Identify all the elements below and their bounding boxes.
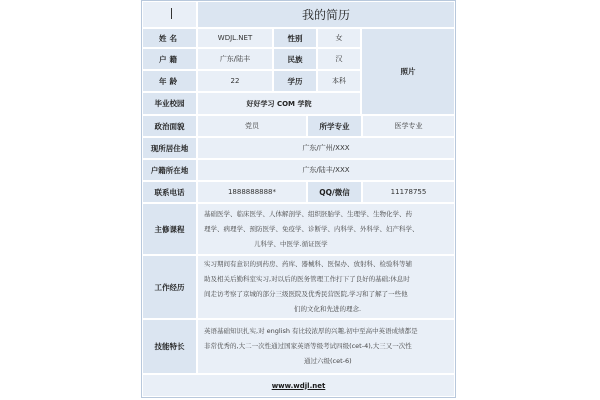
ethnicity-label: 民族 bbox=[273, 48, 317, 70]
qq-value: 11178755 bbox=[362, 181, 455, 203]
residence-label: 现所居住地 bbox=[142, 137, 197, 159]
experience-text bbox=[197, 255, 455, 319]
courses-label: 主修课程 bbox=[142, 203, 197, 255]
age-label: 年龄 bbox=[142, 70, 197, 92]
name-label: 姓名 bbox=[142, 28, 197, 48]
title-left-cell[interactable] bbox=[142, 1, 197, 28]
skills-text bbox=[197, 319, 455, 374]
footer-link[interactable]: www.wdjl.net bbox=[142, 374, 455, 397]
school-label: 毕业校园 bbox=[142, 92, 197, 115]
school-value: 好好学习 COM 学院 bbox=[197, 92, 361, 115]
experience-label: 工作经历 bbox=[142, 255, 197, 319]
residence-value: 广东/广州/XXX bbox=[197, 137, 455, 159]
politics-value: 党员 bbox=[197, 115, 307, 137]
skills-line: 通过六级(cet-6) bbox=[304, 357, 352, 365]
courses-line: 基础医学、临床医学、人体解剖学、组织胚胎学、生理学、生物化学、药 bbox=[204, 209, 412, 218]
experience-line: 间走访考察了京城的部分三级医院及优秀民营医院,学习和了解了一些他 bbox=[204, 290, 408, 298]
age-value: 22 bbox=[197, 70, 273, 92]
education-label: 学历 bbox=[273, 70, 317, 92]
major-label: 所学专业 bbox=[307, 115, 362, 137]
gender-value: 女 bbox=[317, 28, 361, 48]
courses-text bbox=[197, 203, 455, 255]
hukou-value: 广东/陆丰 bbox=[197, 48, 273, 70]
major-value: 医学专业 bbox=[362, 115, 455, 137]
courses-line: 儿科学、中医学.循证医学 bbox=[254, 239, 328, 248]
name-value: WDJL.NET bbox=[197, 28, 273, 48]
skills-label: 技能特长 bbox=[142, 319, 197, 374]
skills-line: 非常优秀的,大二一次性通过国家英语等级考试四级(cet-4),大三又一次性 bbox=[204, 342, 412, 350]
skills-line: 英语基础知识扎实,对 english 有比较浓厚的兴趣,初中至高中英语成绩都是 bbox=[204, 327, 418, 335]
ethnicity-value: 汉 bbox=[317, 48, 361, 70]
phone-value: 1888888888* bbox=[197, 181, 307, 203]
page-title: 我的简历 bbox=[197, 1, 455, 28]
education-value: 本科 bbox=[317, 70, 361, 92]
courses-line: 理学、病理学、预防医学、免疫学、诊断学、内科学、外科学、妇产科学、 bbox=[204, 224, 419, 233]
photo-placeholder: 照片 bbox=[361, 28, 455, 115]
resume-table bbox=[141, 0, 456, 398]
phone-label: 联系电话 bbox=[142, 181, 197, 203]
experience-line: 们的文化和先进的理念. bbox=[294, 305, 362, 313]
text-cursor bbox=[171, 8, 172, 19]
gender-label: 性别 bbox=[273, 28, 317, 48]
experience-line: 助及相关后勤科室实习,对以后的医务管理工作打下了良好的基础;休息时 bbox=[204, 275, 410, 283]
hukou-label: 户籍 bbox=[142, 48, 197, 70]
experience-line: 实习期间有意识的到药房、药库、器械科、医保办、放射科、检验科等辅 bbox=[204, 260, 412, 268]
hukou-address-label: 户籍所在地 bbox=[142, 159, 197, 181]
politics-label: 政治面貌 bbox=[142, 115, 197, 137]
qq-label: QQ/微信 bbox=[307, 181, 362, 203]
hukou-address-value: 广东/陆丰/XXX bbox=[197, 159, 455, 181]
